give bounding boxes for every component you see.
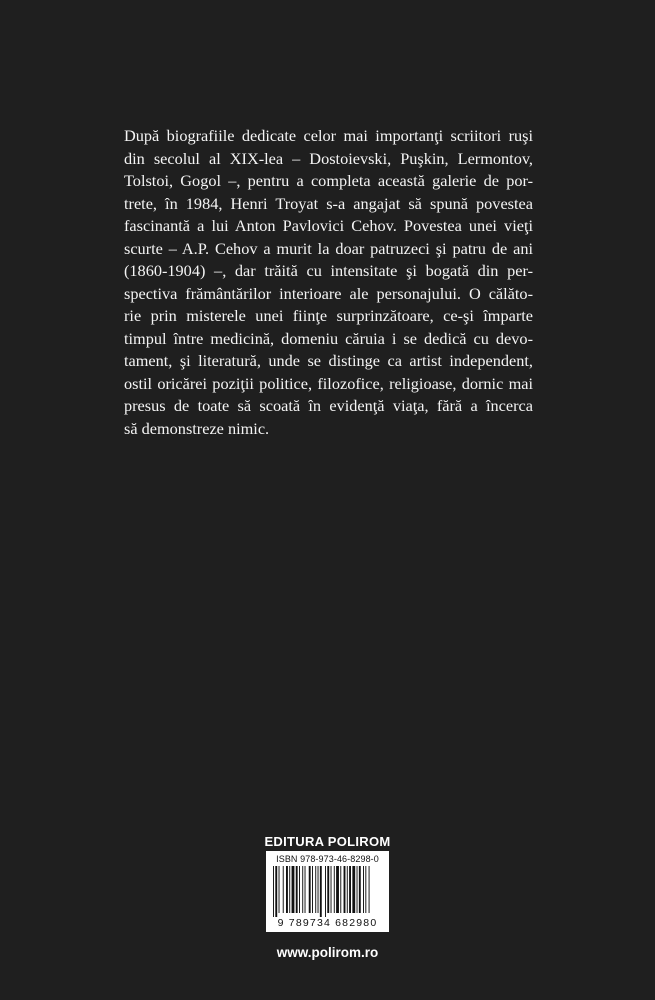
blurb-text	[124, 125, 533, 440]
blurb-line: ostil oricărei poziţii politice, filozofice, religioase, dornic mai	[124, 373, 533, 393]
blurb-line: fascinantă a lui Anton Pavlovici Cehov. Povestea unei vieţi	[124, 216, 533, 235]
blurb-line: scurte – A.P. Cehov a murit la doar patruzeci şi patru de ani	[124, 238, 533, 258]
blurb-line: din secolul al XIX-lea – Dostoievski, Puşkin, Lermontov,	[124, 148, 533, 168]
blurb-line: timpul între medicină, domeniu căruia i se dedică cu devo-	[124, 328, 533, 348]
barcode-bars-icon	[271, 866, 384, 917]
blurb-line: spectiva frământărilor interioare ale personajului. O călăto-	[124, 283, 533, 303]
blurb-line: Tolstoi, Gogol –, pentru a completa această galerie de por-	[124, 171, 533, 190]
blurb-line: După biografiile dedicate celor mai importanţi scriitori ruşi	[124, 126, 533, 145]
blurb-line: presus de toate să scoată în evidenţă viaţa, fără a încerca	[124, 396, 533, 415]
barcode	[266, 851, 389, 932]
barcode-digits: 9 789734 682980	[277, 917, 378, 929]
isbn-text: ISBN 978-973-46-8298-0	[276, 854, 379, 864]
blurb-line: rie prin misterele unei fiinţe surprinzătoare, ce-şi împarte	[124, 306, 533, 325]
website-url: www.polirom.ro	[276, 945, 379, 960]
blurb-line: (1860-1904) –, dar trăită cu intensitate şi bogată din per-	[124, 261, 533, 280]
blurb-line: tament, şi literatură, unde se distinge ca artist independent,	[124, 351, 533, 370]
blurb-line: să demonstreze nimic.	[124, 418, 270, 438]
publisher-name: EDITURA POLIROM	[264, 834, 391, 849]
blurb-line: trete, în 1984, Henri Troyat s-a angajat să spună povestea	[124, 193, 533, 213]
